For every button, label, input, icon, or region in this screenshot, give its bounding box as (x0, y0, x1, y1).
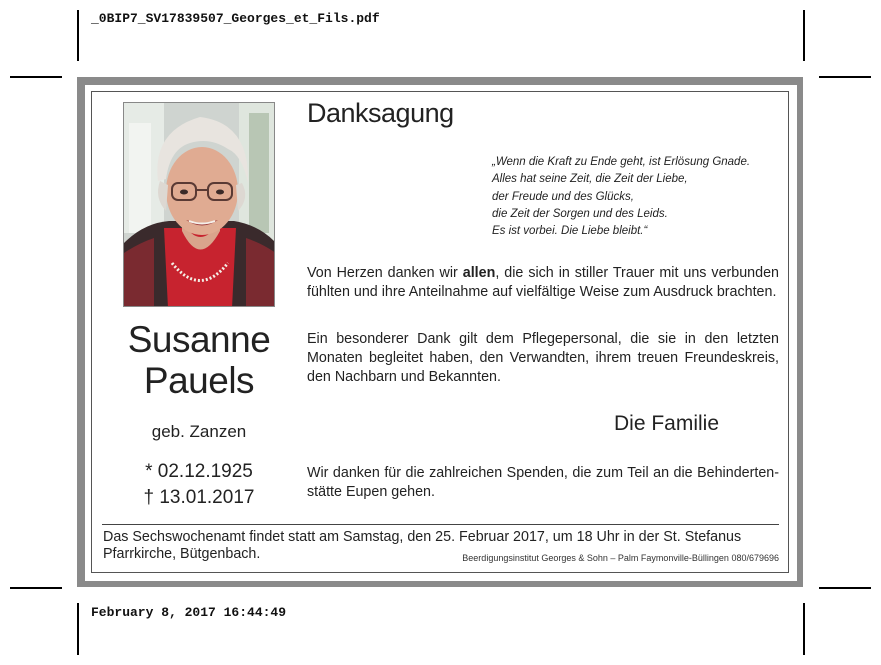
crop-mark (77, 10, 79, 61)
divider (102, 524, 779, 525)
thanks-text: , die sich in stiller Trauer mit uns verbunden fühlten und ihre Anteilnahme auf vielfältige Weise zum Ausdruck brachten. (307, 265, 779, 300)
quote-line: die Zeit der Sorgen und des Leids. (492, 207, 668, 220)
deceased-last-name: Pauels (143, 360, 255, 401)
crop-mark (819, 587, 871, 589)
crop-mark (819, 76, 871, 78)
crop-mark (803, 603, 805, 655)
birth-date: * 02.12.1925 (145, 461, 253, 482)
crop-mark (10, 587, 62, 589)
thanks-paragraph (307, 264, 779, 302)
crop-mark (803, 10, 805, 61)
quote-line: der Freude und des Glücks, (492, 190, 634, 203)
service-notice-line2: Pfarrkirche, Bütgenbach. (103, 546, 261, 562)
quote-line: Alles hat seine Zeit, die Zeit der Liebe, (492, 173, 688, 186)
file-name: _0BIP7_SV17839507_Georges_et_Fils.pdf (91, 11, 380, 26)
thanks-emphasis: allen (462, 265, 496, 281)
portrait-photo (123, 102, 275, 307)
quote-line: Es ist vorbei. Die Liebe bleibt.“ (492, 225, 648, 238)
crop-mark (77, 603, 79, 655)
quote-block (492, 154, 750, 240)
donation-paragraph: Wir danken für die zahlreichen Spenden, die zum Teil an die Behinderten-stätte Eupen gehen. (307, 465, 779, 500)
print-timestamp: February 8, 2017 16:44:49 (91, 605, 287, 620)
crop-mark (10, 76, 62, 78)
care-paragraph: Ein besonderer Dank gilt dem Pflegepersonal, die sie in den letzten Monaten begleitet haben, den Verwandten, ihrem treuen Freundeskreis, den Nachbarn und Bekannten. (307, 331, 779, 385)
maiden-name: geb. Zanzen (151, 422, 247, 441)
deceased-first-name: Susanne (127, 319, 271, 360)
service-notice: Das Sechswochenamt findet statt am Samstag, den 25. Februar 2017, um 18 Uhr in der St. Stefanus (103, 529, 742, 545)
funeral-home: Beerdigungsinstitut Georges & Sohn – Palm Faymonville-Büllingen 080/679696 (462, 553, 779, 563)
thanks-text: Von Herzen danken wir (307, 265, 463, 281)
death-date: † 13.01.2017 (143, 487, 255, 508)
page-title: Danksagung (307, 98, 454, 128)
quote-line: „Wenn die Kraft zu Ende geht, ist Erlösung Gnade. (492, 156, 751, 168)
signature: Die Familie (614, 412, 720, 435)
